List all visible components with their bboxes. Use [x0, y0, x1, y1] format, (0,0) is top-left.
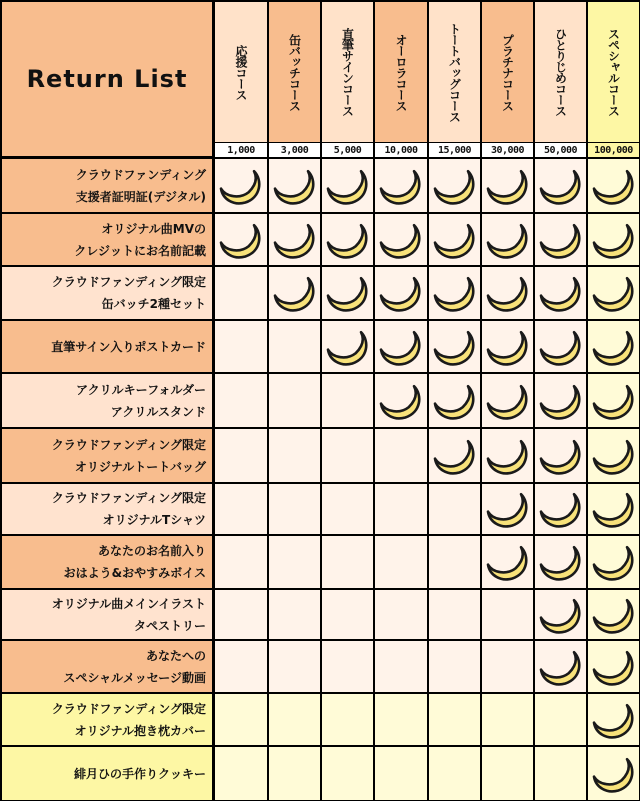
crescent-moon-icon	[592, 595, 636, 635]
crescent-moon-icon	[592, 542, 636, 582]
reward-cell	[535, 484, 586, 534]
reward-label-line: タペストリー	[133, 618, 206, 633]
reward-cell	[535, 374, 586, 427]
reward-cell	[322, 641, 373, 692]
crescent-moon-icon	[433, 166, 477, 206]
course-header-1	[215, 2, 267, 142]
reward-cell	[482, 641, 533, 692]
reward-cell	[588, 267, 639, 319]
reward-cell	[215, 590, 267, 639]
course-price-5: 15,000	[429, 143, 480, 157]
reward-cell	[375, 374, 427, 427]
course-name: トートバッグコース	[447, 22, 462, 122]
crescent-moon-icon	[539, 166, 583, 206]
reward-label-line: クラウドファンディング限定	[51, 275, 206, 289]
course-name: 缶バッチコース	[287, 33, 302, 111]
reward-label-line: オリジナルTシャツ	[102, 513, 206, 527]
crescent-moon-icon	[592, 381, 636, 421]
reward-cell	[375, 747, 427, 800]
reward-cell	[535, 590, 586, 639]
crescent-moon-icon	[592, 327, 636, 367]
crescent-moon-icon	[326, 273, 370, 313]
reward-cell	[269, 321, 320, 372]
reward-cell	[322, 321, 373, 372]
reward-label-line: クラウドファンディング限定	[51, 491, 206, 505]
reward-cell	[375, 429, 427, 482]
crescent-moon-icon	[486, 273, 530, 313]
crescent-moon-icon	[592, 647, 636, 687]
reward-cell	[269, 484, 320, 534]
reward-cell	[215, 694, 267, 745]
reward-cell	[215, 214, 267, 265]
reward-label	[2, 267, 212, 319]
reward-label	[2, 321, 212, 372]
reward-cell	[429, 429, 480, 482]
crescent-moon-icon	[433, 220, 477, 260]
course-price-8: 100,000	[588, 143, 639, 157]
reward-cell	[215, 429, 267, 482]
reward-cell	[482, 214, 533, 265]
reward-cell	[215, 484, 267, 534]
reward-cell	[322, 536, 373, 588]
reward-cell	[429, 374, 480, 427]
reward-label-line: あなたへの	[145, 648, 206, 663]
crescent-moon-icon	[219, 166, 263, 206]
course-header-4	[375, 2, 427, 142]
reward-cell	[482, 747, 533, 800]
reward-cell	[269, 590, 320, 639]
crescent-moon-icon	[379, 273, 423, 313]
reward-cell	[322, 590, 373, 639]
course-name: 直筆サインコース	[340, 28, 355, 116]
crescent-moon-icon	[379, 220, 423, 260]
crescent-moon-icon	[539, 381, 583, 421]
reward-label	[2, 536, 212, 588]
crescent-moon-icon	[539, 647, 583, 687]
course-price-2: 3,000	[269, 143, 320, 157]
reward-cell	[322, 374, 373, 427]
reward-cell	[215, 321, 267, 372]
reward-label	[2, 429, 212, 482]
reward-label-line: クラウドファンディング	[75, 167, 206, 182]
reward-cell	[322, 484, 373, 534]
reward-cell	[429, 267, 480, 319]
course-price-6: 30,000	[482, 143, 533, 157]
reward-label-line: アクリルスタンド	[110, 404, 206, 419]
table-title: Return List	[2, 2, 212, 156]
reward-label	[2, 641, 212, 692]
reward-cell	[535, 694, 586, 745]
crescent-moon-icon	[486, 489, 530, 529]
reward-cell	[215, 747, 267, 800]
reward-cell	[482, 321, 533, 372]
crescent-moon-icon	[539, 273, 583, 313]
crescent-moon-icon	[592, 166, 636, 206]
reward-cell	[215, 536, 267, 588]
crescent-moon-icon	[592, 436, 636, 476]
crescent-moon-icon	[539, 542, 583, 582]
course-name: ひとりじめコース	[553, 28, 568, 116]
reward-cell	[269, 159, 320, 212]
reward-cell	[482, 429, 533, 482]
reward-cell	[269, 429, 320, 482]
crescent-moon-icon	[486, 220, 530, 260]
reward-cell	[429, 747, 480, 800]
reward-cell	[588, 694, 639, 745]
reward-cell	[588, 159, 639, 212]
reward-cell	[482, 159, 533, 212]
reward-label-line: オリジナルトートバッグ	[74, 459, 206, 474]
course-price-7: 50,000	[535, 143, 586, 157]
reward-label	[2, 747, 212, 800]
crescent-moon-icon	[592, 754, 636, 794]
reward-cell	[215, 267, 267, 319]
reward-cell	[588, 590, 639, 639]
reward-cell	[588, 641, 639, 692]
reward-cell	[215, 159, 267, 212]
reward-cell	[375, 267, 427, 319]
crescent-moon-icon	[486, 436, 530, 476]
course-header-8	[588, 2, 639, 142]
reward-cell	[322, 694, 373, 745]
reward-label	[2, 694, 212, 745]
reward-cell	[588, 214, 639, 265]
course-price-1: 1,000	[215, 143, 267, 157]
reward-label-line: クラウドファンディング限定	[51, 437, 206, 452]
reward-label-line: おはよう&おやすみボイス	[63, 566, 206, 580]
crescent-moon-icon	[433, 273, 477, 313]
crescent-moon-icon	[273, 220, 317, 260]
reward-cell	[429, 590, 480, 639]
reward-cell	[322, 159, 373, 212]
course-header-3	[322, 2, 373, 142]
crescent-moon-icon	[326, 220, 370, 260]
reward-cell	[269, 641, 320, 692]
reward-label-line: オリジナル曲メインイラスト	[51, 596, 206, 611]
reward-cell	[482, 536, 533, 588]
reward-cell	[429, 214, 480, 265]
reward-cell	[269, 536, 320, 588]
crescent-moon-icon	[273, 273, 317, 313]
crescent-moon-icon	[433, 381, 477, 421]
crescent-moon-icon	[539, 327, 583, 367]
reward-cell	[269, 747, 320, 800]
crescent-moon-icon	[379, 166, 423, 206]
crescent-moon-icon	[273, 166, 317, 206]
crescent-moon-icon	[539, 595, 583, 635]
crescent-moon-icon	[539, 220, 583, 260]
reward-cell	[429, 694, 480, 745]
reward-cell	[269, 694, 320, 745]
reward-cell	[482, 374, 533, 427]
reward-cell	[375, 321, 427, 372]
course-header-7	[535, 2, 586, 142]
reward-cell	[588, 747, 639, 800]
reward-cell	[535, 429, 586, 482]
crescent-moon-icon	[379, 327, 423, 367]
reward-cell	[588, 374, 639, 427]
crescent-moon-icon	[326, 166, 370, 206]
reward-label	[2, 590, 212, 639]
crescent-moon-icon	[486, 381, 530, 421]
reward-cell	[322, 214, 373, 265]
reward-label-line: クレジットにお名前記載	[74, 243, 206, 258]
reward-cell	[375, 590, 427, 639]
reward-cell	[429, 321, 480, 372]
course-price-3: 5,000	[322, 143, 373, 157]
reward-cell	[429, 159, 480, 212]
reward-cell	[322, 429, 373, 482]
reward-cell	[375, 159, 427, 212]
reward-label-line: スペシャルメッセージ動画	[63, 670, 206, 685]
reward-cell	[375, 536, 427, 588]
crescent-moon-icon	[539, 489, 583, 529]
reward-cell	[535, 159, 586, 212]
crescent-moon-icon	[486, 327, 530, 367]
reward-cell	[535, 267, 586, 319]
reward-cell	[588, 484, 639, 534]
crescent-moon-icon	[592, 489, 636, 529]
crescent-moon-icon	[592, 220, 636, 260]
crescent-moon-icon	[592, 273, 636, 313]
crescent-moon-icon	[433, 436, 477, 476]
crescent-moon-icon	[326, 327, 370, 367]
crescent-moon-icon	[592, 700, 636, 740]
reward-cell	[588, 429, 639, 482]
course-name: スペシャルコース	[606, 28, 621, 116]
reward-cell	[269, 374, 320, 427]
reward-label	[2, 374, 212, 427]
course-header-5	[429, 2, 480, 142]
reward-cell	[535, 214, 586, 265]
reward-cell	[269, 214, 320, 265]
reward-cell	[375, 694, 427, 745]
reward-cell	[429, 484, 480, 534]
reward-cell	[215, 641, 267, 692]
reward-label-line: 支援者証明証(デジタル)	[75, 189, 206, 204]
reward-label-line: オリジナル抱き枕カバー	[74, 723, 206, 738]
crescent-moon-icon	[486, 542, 530, 582]
course-header-6	[482, 2, 533, 142]
reward-cell	[535, 321, 586, 372]
course-name: オーロラコース	[394, 33, 408, 111]
reward-cell	[588, 321, 639, 372]
crescent-moon-icon	[379, 381, 423, 421]
reward-cell	[322, 267, 373, 319]
reward-cell	[588, 536, 639, 588]
reward-cell	[482, 694, 533, 745]
reward-label-line: 缶バッチ2種セット	[101, 297, 206, 311]
reward-cell	[322, 747, 373, 800]
reward-label	[2, 484, 212, 534]
reward-cell	[535, 641, 586, 692]
reward-cell	[375, 641, 427, 692]
crescent-moon-icon	[486, 166, 530, 206]
reward-label-line: 緋月ひの手作りクッキー	[73, 766, 206, 781]
reward-cell	[535, 747, 586, 800]
course-header-2	[269, 2, 320, 142]
reward-cell	[482, 590, 533, 639]
reward-cell	[269, 267, 320, 319]
reward-cell	[482, 484, 533, 534]
reward-cell	[429, 641, 480, 692]
reward-cell	[535, 536, 586, 588]
crescent-moon-icon	[539, 436, 583, 476]
reward-label-line: オリジナル曲MVの	[101, 221, 206, 236]
reward-label-line: クラウドファンディング限定	[51, 701, 206, 716]
reward-label-line: あなたのお名前入り	[97, 544, 206, 558]
reward-label-line: 直筆サイン入りポストカード	[51, 339, 206, 354]
reward-label	[2, 159, 212, 212]
course-price-4: 10,000	[375, 143, 427, 157]
reward-cell	[482, 267, 533, 319]
crescent-moon-icon	[219, 220, 263, 260]
reward-label-line: アクリルキーフォルダー	[76, 382, 206, 397]
reward-cell	[215, 374, 267, 427]
reward-cell	[375, 214, 427, 265]
reward-label	[2, 214, 212, 265]
course-name: 応援コース	[234, 44, 248, 100]
crescent-moon-icon	[433, 327, 477, 367]
course-name: プラチナコース	[500, 33, 515, 111]
reward-cell	[429, 536, 480, 588]
reward-cell	[375, 484, 427, 534]
